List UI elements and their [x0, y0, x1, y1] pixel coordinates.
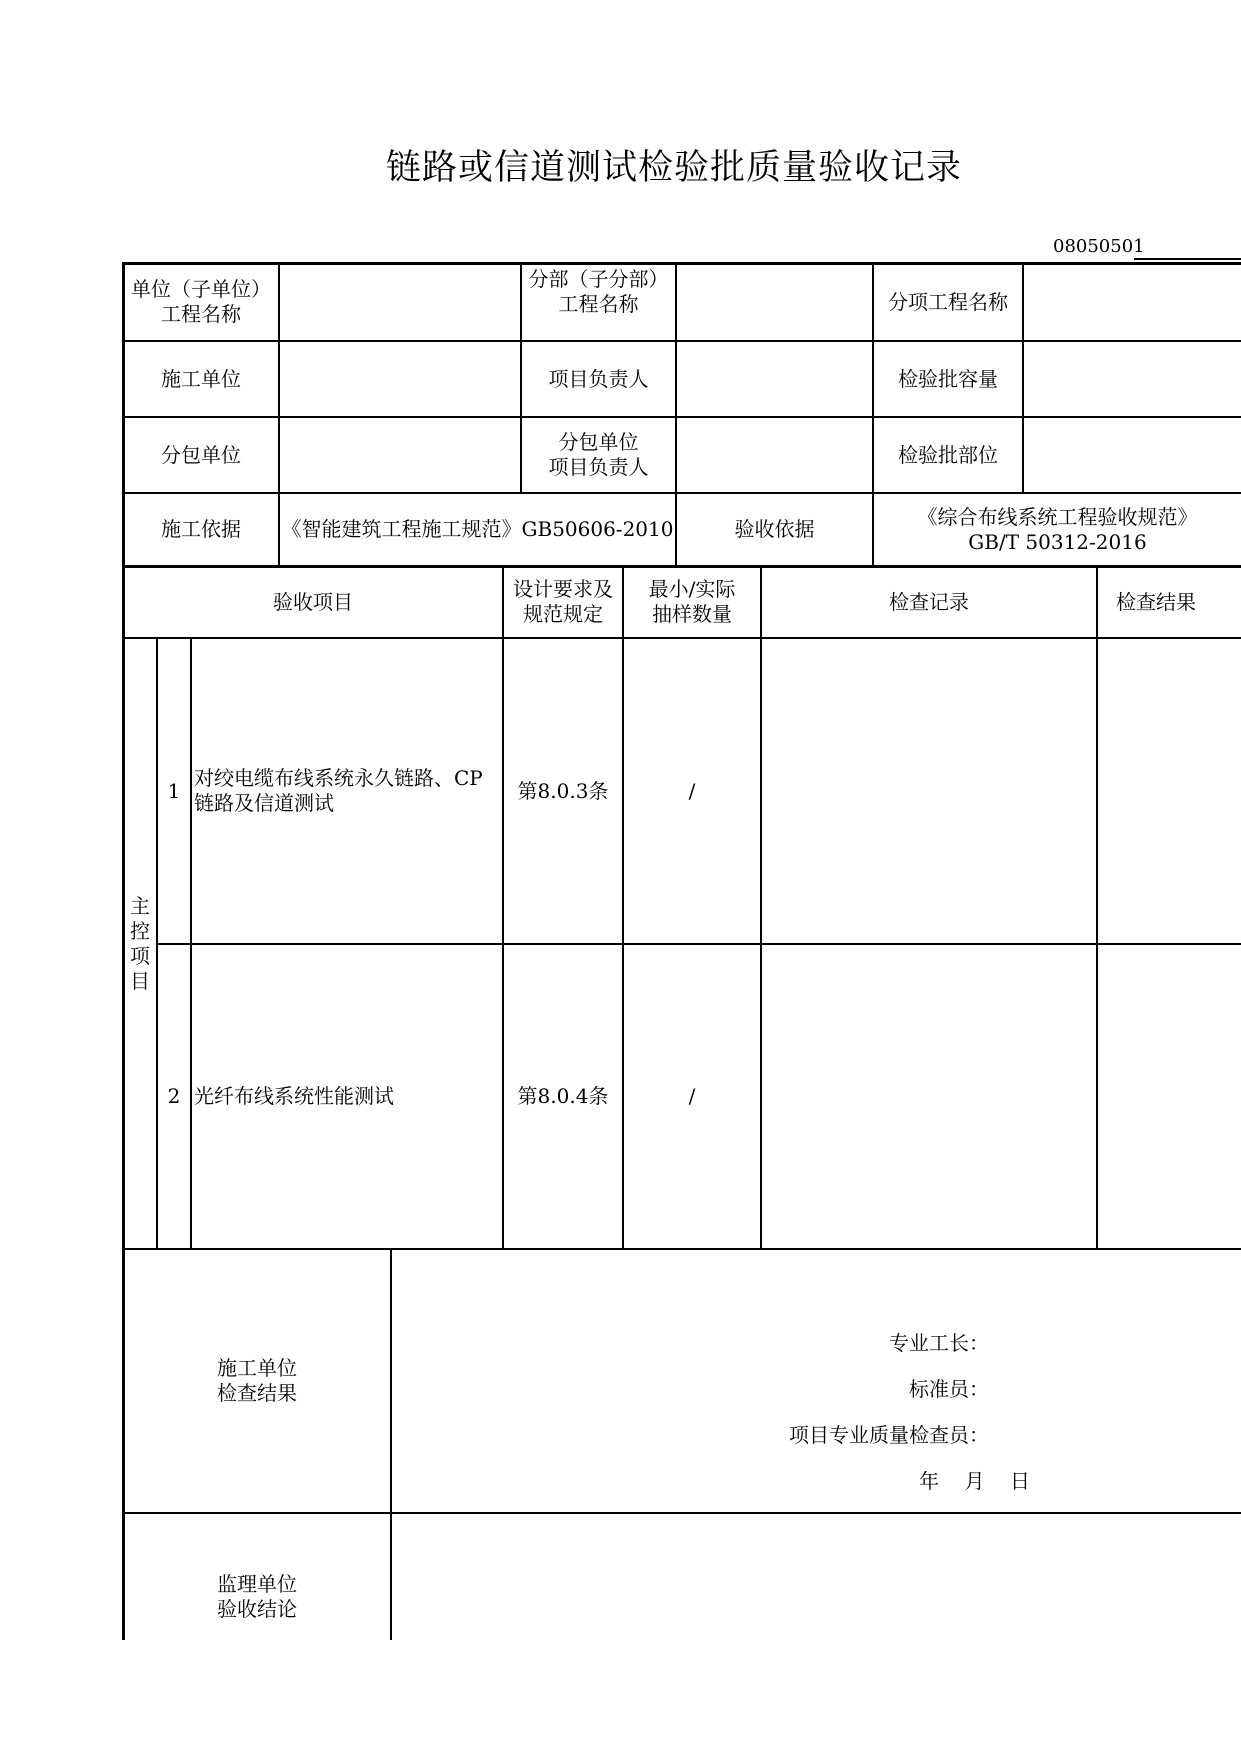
foreman-label: 专业工长：: [889, 1330, 989, 1355]
project-leader-value[interactable]: [677, 342, 872, 416]
column-item: 验收项目: [273, 589, 353, 614]
supervision-label: 监理单位 验收结论: [217, 1572, 297, 1621]
column-sample: 最小/实际 抽样数量: [648, 577, 736, 626]
quality-inspector-label: 项目专业质量检查员：: [789, 1422, 989, 1447]
item-check-result[interactable]: [1098, 639, 1241, 943]
project-leader-label: 项目负责人: [548, 366, 649, 391]
column-record: 检查记录: [889, 589, 969, 614]
item-project-name-value[interactable]: [1024, 264, 1241, 340]
sub-project-name-value[interactable]: [677, 264, 872, 340]
unit-project-name-label: 单位（子单位） 工程名称: [131, 277, 271, 326]
column-result: 检查结果: [1116, 589, 1196, 614]
item-number: 2: [167, 1084, 181, 1108]
record-code: 08050501: [1053, 236, 1145, 257]
construction-basis-value: 《智能建筑工程施工规范》GB50606-2010: [281, 517, 674, 541]
standard-officer-label: 标准员：: [909, 1376, 989, 1401]
subcontractor-value[interactable]: [280, 418, 520, 492]
item-check-record[interactable]: [762, 639, 1096, 943]
record-code-underline: [1134, 258, 1241, 260]
item-project-name-label: 分项工程名称: [888, 289, 1008, 314]
batch-location-label: 检验批部位: [898, 442, 998, 467]
acceptance-basis-value: 《综合布线系统工程验收规范》 GB/T 50312-2016: [917, 504, 1198, 554]
supervision-conclusion-area[interactable]: [392, 1514, 1241, 1640]
item-name: 对绞电缆布线系统永久链路、CP链路及信道测试: [194, 766, 483, 815]
item-design-clause: 第8.0.3条: [517, 778, 609, 803]
sub-project-name-label: 分部（子分部） 工程名称: [528, 267, 669, 316]
item-sample-count: /: [688, 1084, 696, 1108]
construction-check-label: 施工单位 检查结果: [217, 1356, 297, 1405]
item-design-clause: 第8.0.4条: [517, 1084, 609, 1108]
check-date: 年 月 日: [919, 1468, 1030, 1493]
acceptance-table: [122, 262, 1241, 1640]
acceptance-basis-label: 验收依据: [734, 517, 815, 541]
batch-capacity-value[interactable]: [1024, 342, 1241, 416]
page-title: 链路或信道测试检验批质量验收记录: [385, 148, 962, 188]
item-number: 1: [167, 778, 181, 803]
item-check-result[interactable]: [1098, 945, 1241, 1248]
sub-leader-value[interactable]: [677, 418, 872, 492]
column-design: 设计要求及 规范规定: [513, 577, 613, 626]
item-sample-count: /: [688, 778, 696, 803]
item-name: 光纤布线系统性能测试: [194, 1084, 394, 1108]
batch-location-value[interactable]: [1024, 418, 1241, 492]
subcontractor-label: 分包单位: [161, 442, 241, 467]
item-check-record[interactable]: [762, 945, 1096, 1248]
main-control-label: 主控项目: [130, 893, 150, 993]
sub-leader-label: 分包单位 项目负责人: [548, 430, 649, 479]
unit-project-name-value[interactable]: [280, 264, 520, 340]
construction-unit-value[interactable]: [280, 342, 520, 416]
construction-unit-label: 施工单位: [161, 366, 241, 391]
construction-basis-label: 施工依据: [161, 517, 241, 541]
batch-capacity-label: 检验批容量: [898, 366, 998, 391]
